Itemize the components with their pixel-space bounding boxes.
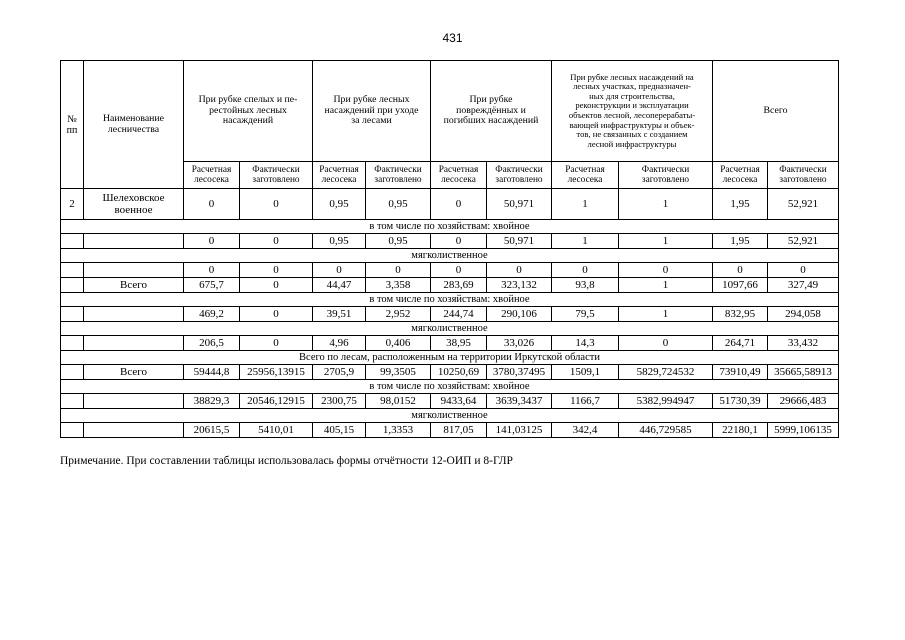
row-number	[61, 423, 84, 438]
table-row	[61, 234, 839, 249]
subheader-calculated-cutting: Расчетная лесосека	[552, 162, 619, 189]
harvested-value: 2,952	[366, 307, 431, 322]
calculated-cutting-value: 1,95	[713, 234, 768, 249]
calculated-cutting-value: 244,74	[431, 307, 487, 322]
header-line: погибших насаждений	[443, 115, 539, 127]
forestry-name	[84, 336, 184, 351]
harvested-value: 3,358	[366, 278, 431, 293]
header-line: При рубке лесных	[333, 93, 410, 105]
harvested-value: 0	[366, 263, 431, 278]
calculated-cutting-value: 1	[552, 234, 619, 249]
subheader-actually-harvested: Фактически заготовлено	[487, 162, 552, 189]
header-line: насаждений при уходе	[324, 104, 419, 116]
row-number	[61, 234, 84, 249]
section-row	[61, 409, 839, 423]
header-group-total	[713, 61, 839, 162]
calculated-cutting-value: 264,71	[713, 336, 768, 351]
harvested-value: 52,921	[768, 234, 839, 249]
calculated-cutting-value: 22180,1	[713, 423, 768, 438]
table-row	[61, 336, 839, 351]
subheader-actually-harvested: Фактически заготовлено	[240, 162, 313, 189]
table-row	[61, 307, 839, 322]
harvested-value: 3780,37495	[487, 365, 552, 380]
calculated-cutting-value: 0	[431, 263, 487, 278]
harvested-value: 20546,12915	[240, 394, 313, 409]
harvested-value: 0	[487, 263, 552, 278]
header-group-care	[313, 61, 431, 162]
section-label: в том числе по хозяйствам: хвойное	[61, 293, 839, 307]
harvested-value: 52,921	[768, 189, 839, 220]
subheader-calculated-cutting: Расчетная лесосека	[313, 162, 366, 189]
subheader-calculated-cutting: Расчетная лесосека	[713, 162, 768, 189]
section-row	[61, 293, 839, 307]
header-group-mature	[184, 61, 313, 162]
harvested-value: 3639,3437	[487, 394, 552, 409]
harvested-value: 290,106	[487, 307, 552, 322]
harvested-value: 1	[619, 278, 713, 293]
harvested-value: 0	[619, 336, 713, 351]
header-line: Всего	[763, 104, 788, 116]
table-note: Примечание. При составлении таблицы использовалась формы отчётности 12-ОИП и 8-ГЛР	[60, 455, 513, 467]
harvested-value: 0	[240, 336, 313, 351]
forest-harvest-table	[60, 60, 839, 438]
calculated-cutting-value: 79,5	[552, 307, 619, 322]
header-line: При рубке лесных насаждений на	[570, 71, 694, 82]
header-line: ных для строительства,	[589, 90, 675, 101]
harvested-value: 0,406	[366, 336, 431, 351]
table-row	[61, 189, 839, 220]
section-label: мягколиственное	[61, 322, 839, 336]
section-label: мягколиственное	[61, 409, 839, 423]
calculated-cutting-value: 38829,3	[184, 394, 240, 409]
harvested-value: 1	[619, 189, 713, 220]
harvested-value: 1	[619, 307, 713, 322]
harvested-value: 5999,106135	[768, 423, 839, 438]
calculated-cutting-value: 1509,1	[552, 365, 619, 380]
harvested-value: 0,95	[366, 234, 431, 249]
calculated-cutting-value: 0,95	[313, 189, 366, 220]
calculated-cutting-value: 283,69	[431, 278, 487, 293]
forestry-name: Всего	[84, 278, 184, 293]
calculated-cutting-value: 20615,5	[184, 423, 240, 438]
forestry-name	[84, 394, 184, 409]
harvested-value: 5829,724532	[619, 365, 713, 380]
header-forestry-name: Наименование лесничества	[84, 61, 184, 189]
calculated-cutting-value: 0,95	[313, 234, 366, 249]
harvested-value: 0	[768, 263, 839, 278]
calculated-cutting-value: 0	[184, 234, 240, 249]
calculated-cutting-value: 0	[431, 234, 487, 249]
table-body	[61, 189, 839, 438]
header-line: При рубке спелых и пе-	[198, 93, 298, 105]
section-label: в том числе по хозяйствам: хвойное	[61, 380, 839, 394]
calculated-cutting-value: 342,4	[552, 423, 619, 438]
calculated-cutting-value: 9433,64	[431, 394, 487, 409]
calculated-cutting-value: 10250,69	[431, 365, 487, 380]
section-row	[61, 380, 839, 394]
calculated-cutting-value: 1097,66	[713, 278, 768, 293]
section-row	[61, 220, 839, 234]
harvested-value: 327,49	[768, 278, 839, 293]
calculated-cutting-value: 0	[431, 189, 487, 220]
calculated-cutting-value: 0	[184, 263, 240, 278]
row-number	[61, 278, 84, 293]
row-number	[61, 394, 84, 409]
calculated-cutting-value: 0	[552, 263, 619, 278]
harvested-value: 29666,483	[768, 394, 839, 409]
harvested-value: 99,3505	[366, 365, 431, 380]
row-number	[61, 336, 84, 351]
harvested-value: 0	[619, 263, 713, 278]
section-label: мягколиственное	[61, 249, 839, 263]
harvested-value: 25956,13915	[240, 365, 313, 380]
harvested-value: 33,432	[768, 336, 839, 351]
subheader-actually-harvested: Фактически заготовлено	[619, 162, 713, 189]
header-group-damaged	[431, 61, 552, 162]
harvested-value: 294,058	[768, 307, 839, 322]
page-number: 431	[442, 31, 463, 45]
table-row	[61, 394, 839, 409]
calculated-cutting-value: 1166,7	[552, 394, 619, 409]
calculated-cutting-value: 73910,49	[713, 365, 768, 380]
forestry-name	[84, 234, 184, 249]
harvested-value: 98,0152	[366, 394, 431, 409]
subheader-actually-harvested: Фактически заготовлено	[366, 162, 431, 189]
calculated-cutting-value: 0	[713, 263, 768, 278]
calculated-cutting-value: 93,8	[552, 278, 619, 293]
section-row	[61, 351, 839, 365]
harvested-value: 446,729585	[619, 423, 713, 438]
harvested-value: 5382,994947	[619, 394, 713, 409]
section-row	[61, 249, 839, 263]
subheader-calculated-cutting: Расчетная лесосека	[184, 162, 240, 189]
harvested-value: 50,971	[487, 234, 552, 249]
forestry-name	[84, 307, 184, 322]
row-number	[61, 307, 84, 322]
forestry-name	[84, 423, 184, 438]
calculated-cutting-value: 206,5	[184, 336, 240, 351]
header-line: за лесами	[351, 115, 392, 127]
harvested-value: 0	[240, 189, 313, 220]
row-number	[61, 263, 84, 278]
calculated-cutting-value: 832,95	[713, 307, 768, 322]
forestry-name: Шелеховское военное	[84, 189, 184, 220]
header-line: лесных участках, предназначен-	[573, 81, 691, 92]
harvested-value: 0	[240, 234, 313, 249]
forestry-name: Всего	[84, 365, 184, 380]
table-row	[61, 365, 839, 380]
header-line: повреждённых и	[456, 104, 526, 116]
table-row	[61, 278, 839, 293]
harvested-value: 323,132	[487, 278, 552, 293]
calculated-cutting-value: 38,95	[431, 336, 487, 351]
calculated-cutting-value: 0	[184, 189, 240, 220]
header-line: насаждений	[222, 115, 274, 127]
header-number: № пп	[61, 61, 84, 189]
header-group-construction	[552, 61, 713, 162]
subheader-calculated-cutting: Расчетная лесосека	[431, 162, 487, 189]
harvested-value: 0	[240, 307, 313, 322]
row-number: 2	[61, 189, 84, 220]
table-row	[61, 423, 839, 438]
calculated-cutting-value: 1,95	[713, 189, 768, 220]
harvested-value: 1,3353	[366, 423, 431, 438]
calculated-cutting-value: 469,2	[184, 307, 240, 322]
harvested-value: 35665,58913	[768, 365, 839, 380]
calculated-cutting-value: 675,7	[184, 278, 240, 293]
harvested-value: 0	[240, 263, 313, 278]
header-line: лесной инфраструктуры	[587, 138, 677, 149]
header-line: При рубке	[469, 93, 513, 105]
header-line: вающей инфраструктуры и объек-	[569, 119, 695, 130]
calculated-cutting-value: 405,15	[313, 423, 366, 438]
calculated-cutting-value: 817,05	[431, 423, 487, 438]
calculated-cutting-value: 2300,75	[313, 394, 366, 409]
harvested-value: 141,03125	[487, 423, 552, 438]
section-label: в том числе по хозяйствам: хвойное	[61, 220, 839, 234]
table-row	[61, 263, 839, 278]
section-label: Всего по лесам, расположенным на территории Иркутской области	[61, 351, 839, 365]
harvested-value: 1	[619, 234, 713, 249]
header-line: реконструкции и эксплуатации	[575, 100, 689, 111]
calculated-cutting-value: 44,47	[313, 278, 366, 293]
harvested-value: 0	[240, 278, 313, 293]
section-row	[61, 322, 839, 336]
row-number	[61, 365, 84, 380]
header-line: объектов лесной, лесоперерабаты-	[568, 110, 696, 120]
subheader-actually-harvested: Фактически заготовлено	[768, 162, 839, 189]
harvested-value: 33,026	[487, 336, 552, 351]
calculated-cutting-value: 1	[552, 189, 619, 220]
calculated-cutting-value: 51730,39	[713, 394, 768, 409]
calculated-cutting-value: 59444,8	[184, 365, 240, 380]
calculated-cutting-value: 2705,9	[313, 365, 366, 380]
forestry-name	[84, 263, 184, 278]
header-line: тов, не связанных с созданием	[576, 129, 688, 140]
calculated-cutting-value: 4,96	[313, 336, 366, 351]
calculated-cutting-value: 14,3	[552, 336, 619, 351]
header-line: рестойных лесных	[209, 104, 287, 116]
harvested-value: 0,95	[366, 189, 431, 220]
harvested-value: 50,971	[487, 189, 552, 220]
calculated-cutting-value: 39,51	[313, 307, 366, 322]
calculated-cutting-value: 0	[313, 263, 366, 278]
harvested-value: 5410,01	[240, 423, 313, 438]
